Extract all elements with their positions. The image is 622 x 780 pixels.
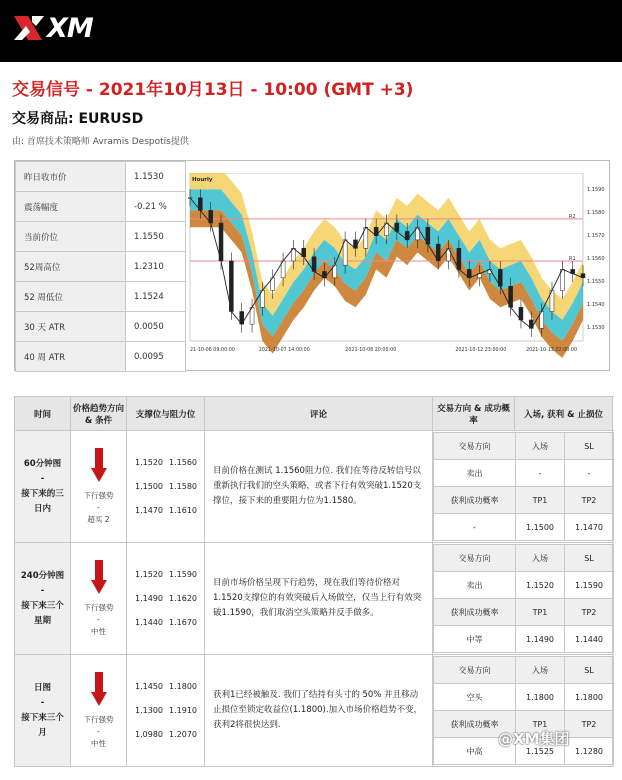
timeframe-cell	[15, 431, 71, 543]
chart-x-tick-label: 2021-10-13 02:00:00	[526, 348, 578, 353]
chart-title: Hourly	[192, 177, 213, 183]
level-pair	[135, 451, 204, 475]
op-cell: 交易方向	[434, 433, 516, 460]
stats-value: 1.1524	[126, 282, 186, 312]
chart-y-tick-label: 1.1530	[587, 325, 605, 331]
time-line: 月	[38, 727, 47, 738]
signals-header-row	[15, 397, 613, 431]
op-cell: 1.1520	[516, 572, 565, 599]
signal-row	[15, 543, 613, 655]
resistance-level: 1.1560	[169, 457, 197, 467]
stats-label: 52周高位	[16, 252, 126, 282]
market-stats-panel	[14, 160, 610, 371]
top-bar	[0, 0, 622, 62]
stats-row	[16, 192, 186, 222]
op-cell: 1.1440	[565, 626, 614, 653]
chart-y-tick-label: 1.1570	[587, 233, 605, 239]
page-title: 交易信号 - 2021年10月13日 - 10:00 (GMT +3)	[12, 80, 414, 100]
support-level: 1.1520	[135, 457, 163, 467]
stats-label: 震荡幅度	[16, 192, 126, 222]
trend-line: -	[97, 614, 100, 624]
chart-x-tick-label: 2021-10-12 23:00:00	[455, 348, 507, 353]
support-level: 1.1440	[135, 617, 163, 627]
stats-value: 1.2310	[126, 252, 186, 282]
stats-value: 1.1530	[126, 162, 186, 192]
stats-row	[16, 252, 186, 282]
stats-row	[16, 342, 186, 372]
hourly-chart	[188, 173, 608, 363]
trend-line: -	[97, 726, 100, 736]
op-cell: 1.1800	[516, 684, 565, 711]
op-cell: SL	[565, 545, 614, 572]
header-time: 时间	[15, 397, 71, 431]
chart-x-tick-label: 2021-10-07 14:00:00	[258, 348, 310, 353]
chart-x-tick-label: 21-10-06 09:00:00	[190, 348, 235, 353]
stats-value: 1.1550	[126, 222, 186, 252]
stats-row	[16, 312, 186, 342]
op-cell: 入场	[516, 545, 565, 572]
op-cell: 交易方向	[434, 657, 516, 684]
op-cell: 1.1280	[565, 738, 614, 765]
time-line: 接下来的三	[21, 488, 64, 499]
resistance-level: 1.1620	[169, 593, 197, 603]
time-line: 接下来三个	[21, 600, 64, 611]
header-trend: 价格趋势方向 & 条件	[71, 397, 127, 431]
header-comment: 评论	[205, 397, 433, 431]
support-level: 1.1500	[135, 481, 163, 491]
op-cell: TP1	[516, 599, 565, 626]
op-cell: 1.1490	[516, 626, 565, 653]
stats-row	[16, 282, 186, 312]
op-row	[434, 572, 614, 599]
stats-label: 当前价位	[16, 222, 126, 252]
op-cell: TP2	[565, 711, 614, 738]
op-cell: 1.1525	[516, 738, 565, 765]
op-cell: 获利成功概率	[434, 599, 516, 626]
op-row	[434, 433, 614, 460]
stats-value: 0.0095	[126, 342, 186, 372]
op-cell: SL	[565, 433, 614, 460]
chart-y-tick-label: 1.1550	[587, 279, 605, 285]
header-entry: 入场, 获利 & 止损位	[515, 397, 613, 431]
op-cell: 卖出	[434, 460, 516, 487]
support-level: 1.1470	[135, 505, 163, 515]
xm-logo[interactable]	[12, 12, 93, 44]
op-cell: 中等	[434, 626, 516, 653]
resistance-level: 1.1800	[169, 681, 197, 691]
ops-cell	[433, 431, 613, 543]
comment-cell: 目前价格在测试 1.1560阻力位. 我们在等待反转信号以重新执行我们的空头策略，或者下行有效突破1.1520支撑位，接下来的重要阻力位为1.1580。	[205, 431, 433, 543]
watermark: @XM集团	[498, 730, 570, 748]
level-pair	[135, 563, 204, 587]
level-pair	[135, 499, 204, 523]
op-cell: -	[565, 460, 614, 487]
ops-cell	[433, 655, 613, 767]
op-row	[434, 599, 614, 626]
stats-label: 30 天 ATR	[16, 312, 126, 342]
timeframe-cell	[15, 543, 71, 655]
stats-row	[16, 162, 186, 192]
ops-table	[433, 544, 614, 653]
support-level: 1.1520	[135, 569, 163, 579]
chart-y-tick-label: 1.1580	[587, 210, 605, 216]
support-level: 1.1490	[135, 593, 163, 603]
levels-cell	[127, 655, 205, 767]
trend-cell	[71, 543, 127, 655]
op-cell: -	[516, 460, 565, 487]
comment-cell: 目前市场价格呈现下行趋势，现在我们等待价格对1.1520支撑位的有效突破后入场做空，仅当上行有效突破1.1590，我们取消空头策略并反手做多。	[205, 543, 433, 655]
trend-line: 中性	[91, 738, 106, 748]
level-pair	[135, 675, 204, 699]
trend-line: -	[97, 502, 100, 512]
chart-x-tick-label: 2021-10-08 20:00:00	[345, 348, 397, 353]
time-line: -	[40, 473, 45, 484]
op-row	[434, 487, 614, 514]
product-label: 交易商品: EURUSD	[12, 111, 144, 127]
time-line: 接下来三个	[21, 712, 64, 723]
resistance-level: 1.1910	[169, 705, 197, 715]
levels-cell	[127, 543, 205, 655]
signal-row	[15, 655, 613, 767]
op-cell: 空头	[434, 684, 516, 711]
op-cell: -	[434, 514, 516, 541]
down-arrow-icon	[91, 560, 107, 596]
chart-y-tick-label: 1.1560	[587, 256, 605, 262]
down-arrow-icon	[91, 672, 107, 708]
xm-logo-text: XM	[47, 12, 93, 44]
support-level: 1.1300	[135, 705, 163, 715]
op-cell: TP1	[516, 487, 565, 514]
op-row	[434, 684, 614, 711]
resistance-level: 1.1590	[169, 569, 197, 579]
stats-value: 0.0050	[126, 312, 186, 342]
op-cell: 1.1590	[565, 572, 614, 599]
op-cell: 入场	[516, 657, 565, 684]
op-cell: TP2	[565, 599, 614, 626]
trend-line: 超买 2	[87, 514, 110, 524]
op-cell: TP2	[565, 487, 614, 514]
op-cell: 1.1470	[565, 514, 614, 541]
comment-cell: 获利1已经被触及. 我们了结持有头寸的 50% 并且移动止损位至锁定收益位(1.1800).加入市场价格趋势不变， 获利2将很快达到.	[205, 655, 433, 767]
op-cell: 获利成功概率	[434, 487, 516, 514]
op-row	[434, 626, 614, 653]
stats-label: 40 周 ATR	[16, 342, 126, 372]
trend-cell	[71, 431, 127, 543]
trend-line: 下行强势	[83, 602, 114, 612]
trend-line: 中性	[91, 626, 106, 636]
timeframe-cell	[15, 655, 71, 767]
op-row	[434, 657, 614, 684]
stats-row	[16, 222, 186, 252]
down-arrow-icon	[91, 448, 107, 484]
signal-row	[15, 431, 613, 543]
op-row	[434, 514, 614, 541]
op-cell: 卖出	[434, 572, 516, 599]
ops-table	[433, 432, 614, 541]
support-level: 1.1450	[135, 681, 163, 691]
ops-cell	[433, 543, 613, 655]
op-cell: 1.1800	[565, 684, 614, 711]
time-line: 星期	[33, 615, 51, 626]
op-cell: 获利成功概率	[434, 711, 516, 738]
chart-y-tick-label: 1.1540	[587, 302, 605, 308]
resistance-level: 1.1670	[169, 617, 197, 627]
xm-logo-mark-icon	[12, 14, 46, 42]
chart-level-label: R1	[569, 255, 576, 262]
op-row	[434, 545, 614, 572]
time-line: 240分钟图	[20, 570, 65, 581]
level-pair	[135, 723, 204, 747]
chart-y-tick-label: 1.1590	[587, 187, 605, 193]
time-line: 日内	[33, 503, 51, 514]
levels-cell	[127, 431, 205, 543]
level-pair	[135, 699, 204, 723]
resistance-level: 1.2070	[169, 729, 197, 739]
level-pair	[135, 587, 204, 611]
time-line: -	[40, 697, 45, 708]
time-line: 60分钟图	[23, 458, 62, 469]
provider-text: 由: 首席技术策略师 Avramis Despotis提供	[12, 137, 189, 147]
header-levels: 支撑位与阻力位	[127, 397, 205, 431]
time-line: -	[40, 585, 45, 596]
trend-cell	[71, 655, 127, 767]
stats-value: -0.21 %	[126, 192, 186, 222]
time-line: 日图	[33, 682, 51, 693]
op-cell: TP1	[516, 711, 565, 738]
level-pair	[135, 611, 204, 635]
signals-table	[14, 396, 613, 767]
support-level: 1.0980	[135, 729, 163, 739]
trend-line: 下行强势	[83, 714, 114, 724]
resistance-level: 1.1610	[169, 505, 197, 515]
op-row	[434, 460, 614, 487]
resistance-level: 1.1580	[169, 481, 197, 491]
op-cell: 1.1500	[516, 514, 565, 541]
market-stats-table	[15, 161, 186, 372]
chart-level-label: R2	[569, 213, 576, 220]
stats-label: 52 周低位	[16, 282, 126, 312]
level-pair	[135, 475, 204, 499]
stats-label: 昨日收市价	[16, 162, 126, 192]
op-cell: 交易方向	[434, 545, 516, 572]
op-cell: 中高	[434, 738, 516, 765]
header-direction: 交易方向 & 成功概率	[433, 397, 515, 431]
op-cell: 入场	[516, 433, 565, 460]
trend-line: 下行强势	[83, 490, 114, 500]
op-cell: SL	[565, 657, 614, 684]
